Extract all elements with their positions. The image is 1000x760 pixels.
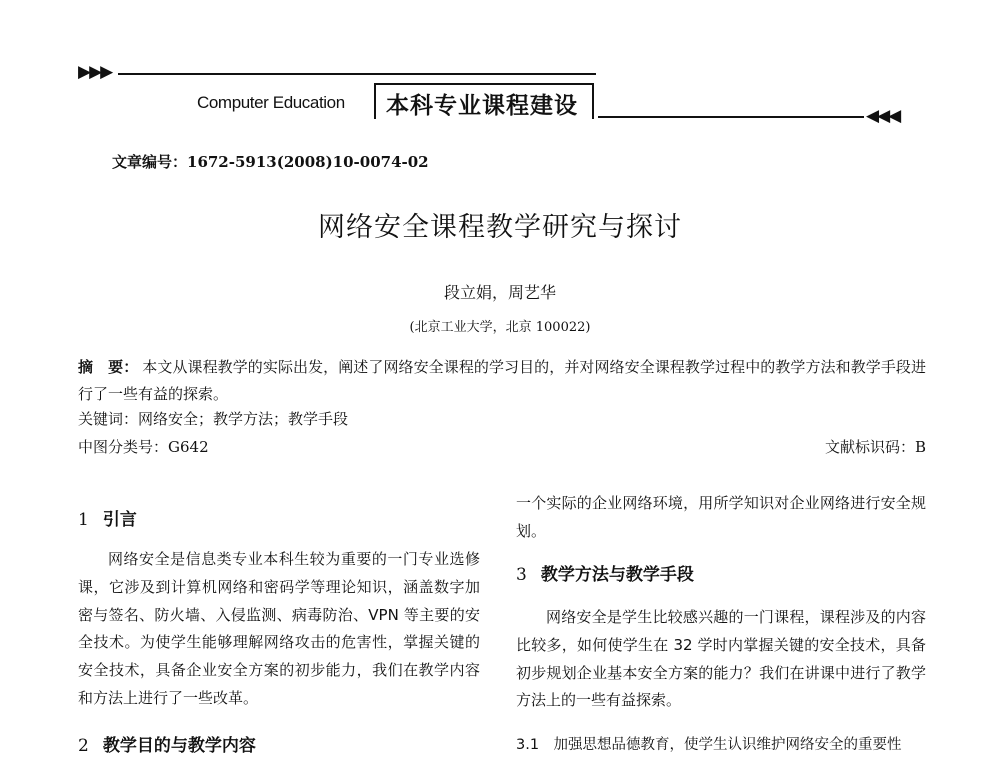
section-2-heading: [78, 731, 256, 756]
abstract-text: 本文从课程教学的实际出发，阐述了网络安全课程的学习目的，并对网络安全课程教学过程中的教学方法和教学手段进行了一些有益的探索。: [78, 358, 926, 403]
authors: 段立娟，周艺华: [443, 283, 556, 302]
document-code: 文献标识码：B: [824, 438, 926, 456]
header-rule-top: [118, 73, 596, 75]
section-1-number: 1: [78, 510, 89, 530]
section-3-title: 教学方法与教学手段: [540, 565, 694, 585]
journal-name: Computer Education: [197, 93, 345, 112]
column-name: 本科专业课程建设: [386, 93, 578, 119]
abstract-label: 摘 要：: [78, 358, 139, 376]
section-3-number: 3: [516, 565, 527, 585]
section-3-paragraph: 网络安全是学生比较感兴趣的一门课程，课程涉及的内容比较多，如何使学生在 32 学时内掌握关键的安全技术，具备初步规划企业基本安全方案的能力？我们在讲课中进行了教学方法上的一些有益探索。: [516, 608, 926, 710]
header-arrows-right: ◀◀◀: [866, 106, 900, 126]
section-2-continued-text: 一个实际的企业网络环境，用所学知识对企业网络进行安全规划。: [516, 494, 926, 540]
section-1-title: 引言: [102, 510, 137, 530]
section-3-heading: [516, 560, 694, 585]
abstract: [78, 354, 926, 408]
header-rule-bottom: [598, 116, 864, 118]
section-1-heading: [78, 505, 137, 530]
article-number: 文章编号：1672-5913(2008)10-0074-02: [112, 153, 429, 171]
section-2-title: 教学目的与教学内容: [102, 736, 256, 756]
paper-title: 网络安全课程教学研究与探讨: [318, 212, 682, 243]
clc-number: 中图分类号：G642: [78, 438, 209, 456]
section-3-1-heading: 3.1 加强思想品德教育，使学生认识维护网络安全的重要性: [516, 737, 902, 753]
keywords: 关键词：网络安全；教学方法；教学手段: [78, 410, 349, 428]
header-arrows-left: ▶▶▶: [78, 62, 112, 82]
section-2-number: 2: [78, 736, 89, 756]
affiliation: (北京工业大学，北京 100022): [409, 320, 591, 335]
section-1-paragraph: 网络安全是信息类专业本科生较为重要的一门专业选修课，它涉及到计算机网络和密码学等理论知识，涵盖数字加密与签名、防火墙、入侵监测、病毒防治、VPN 等主要的安全技术。为使学生能够理解网络攻击的危害性，掌握关键的安全技术，具备企业安全方案的初步能力，我们在教学内容和方法上进行了一些改革。: [78, 550, 480, 707]
